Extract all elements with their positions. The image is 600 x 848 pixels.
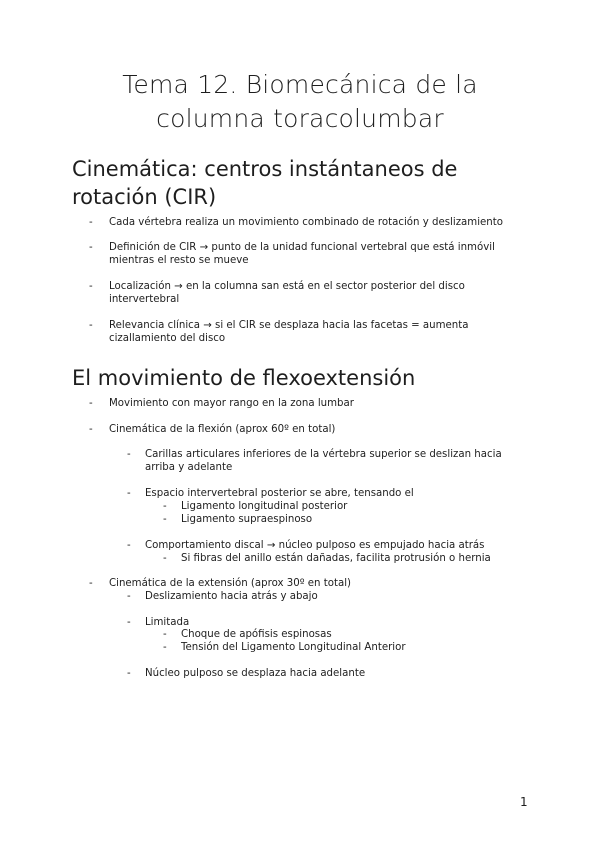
item-line: Relevancia clínica → si el CIR se desplaza hacia las facetas = aumenta (109, 320, 469, 331)
item-line: mientras el resto se mueve (109, 254, 249, 266)
bullet-dash: - (89, 578, 93, 589)
bullet-dash: - (89, 281, 93, 292)
list-item (127, 617, 190, 630)
list-item (89, 217, 503, 230)
item-line: Deslizamiento hacia atrás y abajo (145, 591, 318, 602)
bullet-dash: - (127, 617, 131, 628)
bullet-dash: - (163, 642, 167, 653)
bullet-dash: - (89, 424, 93, 435)
bullet-dash: - (163, 553, 167, 564)
item-line: Movimiento con mayor rango en la zona lumbar (109, 398, 354, 409)
bullet-dash: - (89, 242, 93, 253)
section-heading-cinematica (72, 155, 457, 211)
item-line: arriba y adelante (145, 461, 233, 473)
item-line: Si fibras del anillo están dañadas, facilita protrusión o hernia (181, 553, 491, 564)
bullet-dash: - (89, 217, 93, 228)
list-item (89, 578, 351, 591)
item-line: Núcleo pulposo se desplaza hacia adelante (145, 668, 366, 679)
bullet-dash: - (163, 514, 167, 525)
item-line: Cinemática de la extensión (aprox 30º en total) (109, 578, 351, 589)
list-item (127, 540, 485, 553)
item-line: Choque de apófisis espinosas (181, 629, 332, 640)
title-line-1: Tema 12. Biomecánica de la (122, 70, 478, 99)
list-item (127, 449, 502, 474)
title-line-2: columna toracolumbar (156, 104, 444, 133)
item-line: intervertebral (109, 293, 180, 305)
list-item (89, 398, 354, 411)
bullet-dash: - (163, 501, 167, 512)
item-line: Espacio intervertebral posterior se abre, tensando el (145, 488, 414, 499)
item-line: Cinemática de la flexión (aprox 60º en total) (109, 424, 336, 435)
page-title (40, 68, 560, 136)
item-line: Cada vértebra realiza un movimiento combinado de rotación y deslizamiento (109, 217, 503, 228)
item-line: Comportamiento discal → núcleo pulposo es empujado hacia atrás (145, 540, 485, 551)
item-line: Ligamento supraespinoso (181, 514, 313, 525)
list-item (163, 642, 406, 655)
bullet-dash: - (127, 591, 131, 602)
heading-line: rotación (CIR) (72, 185, 217, 209)
bullet-dash: - (89, 398, 93, 409)
bullet-dash: - (127, 488, 131, 499)
item-line: Limitada (145, 617, 190, 628)
item-line: Tensión del Ligamento Longitudinal Anterior (181, 642, 406, 653)
list-item (127, 591, 318, 604)
list-item (89, 242, 495, 267)
bullet-dash: - (127, 668, 131, 679)
list-item (163, 501, 348, 514)
item-line: Localización → en la columna san está en el sector posterior del disco (109, 281, 465, 292)
page-number: 1 (520, 795, 528, 809)
list-item (89, 424, 336, 437)
heading-line: Cinemática: centros instántaneos de (72, 157, 458, 181)
bullet-dash: - (163, 629, 167, 640)
list-item (127, 668, 366, 681)
bullet-dash: - (127, 540, 131, 551)
list-item (163, 629, 332, 642)
list-item (89, 281, 465, 306)
list-item (163, 514, 313, 527)
item-line: Definición de CIR → punto de la unidad funcional vertebral que está inmóvil (109, 242, 495, 253)
item-line: Carillas articulares inferiores de la vértebra superior se deslizan hacia (145, 449, 502, 460)
bullet-dash: - (89, 320, 93, 331)
list-item (89, 320, 469, 345)
item-line: Ligamento longitudinal posterior (181, 501, 348, 512)
heading-line: El movimiento de flexoextensión (72, 366, 416, 390)
bullet-dash: - (127, 449, 131, 460)
list-item (127, 488, 414, 501)
list-item (163, 553, 491, 566)
section-heading-flexoextension (72, 364, 415, 392)
item-line: cizallamiento del disco (109, 332, 226, 344)
